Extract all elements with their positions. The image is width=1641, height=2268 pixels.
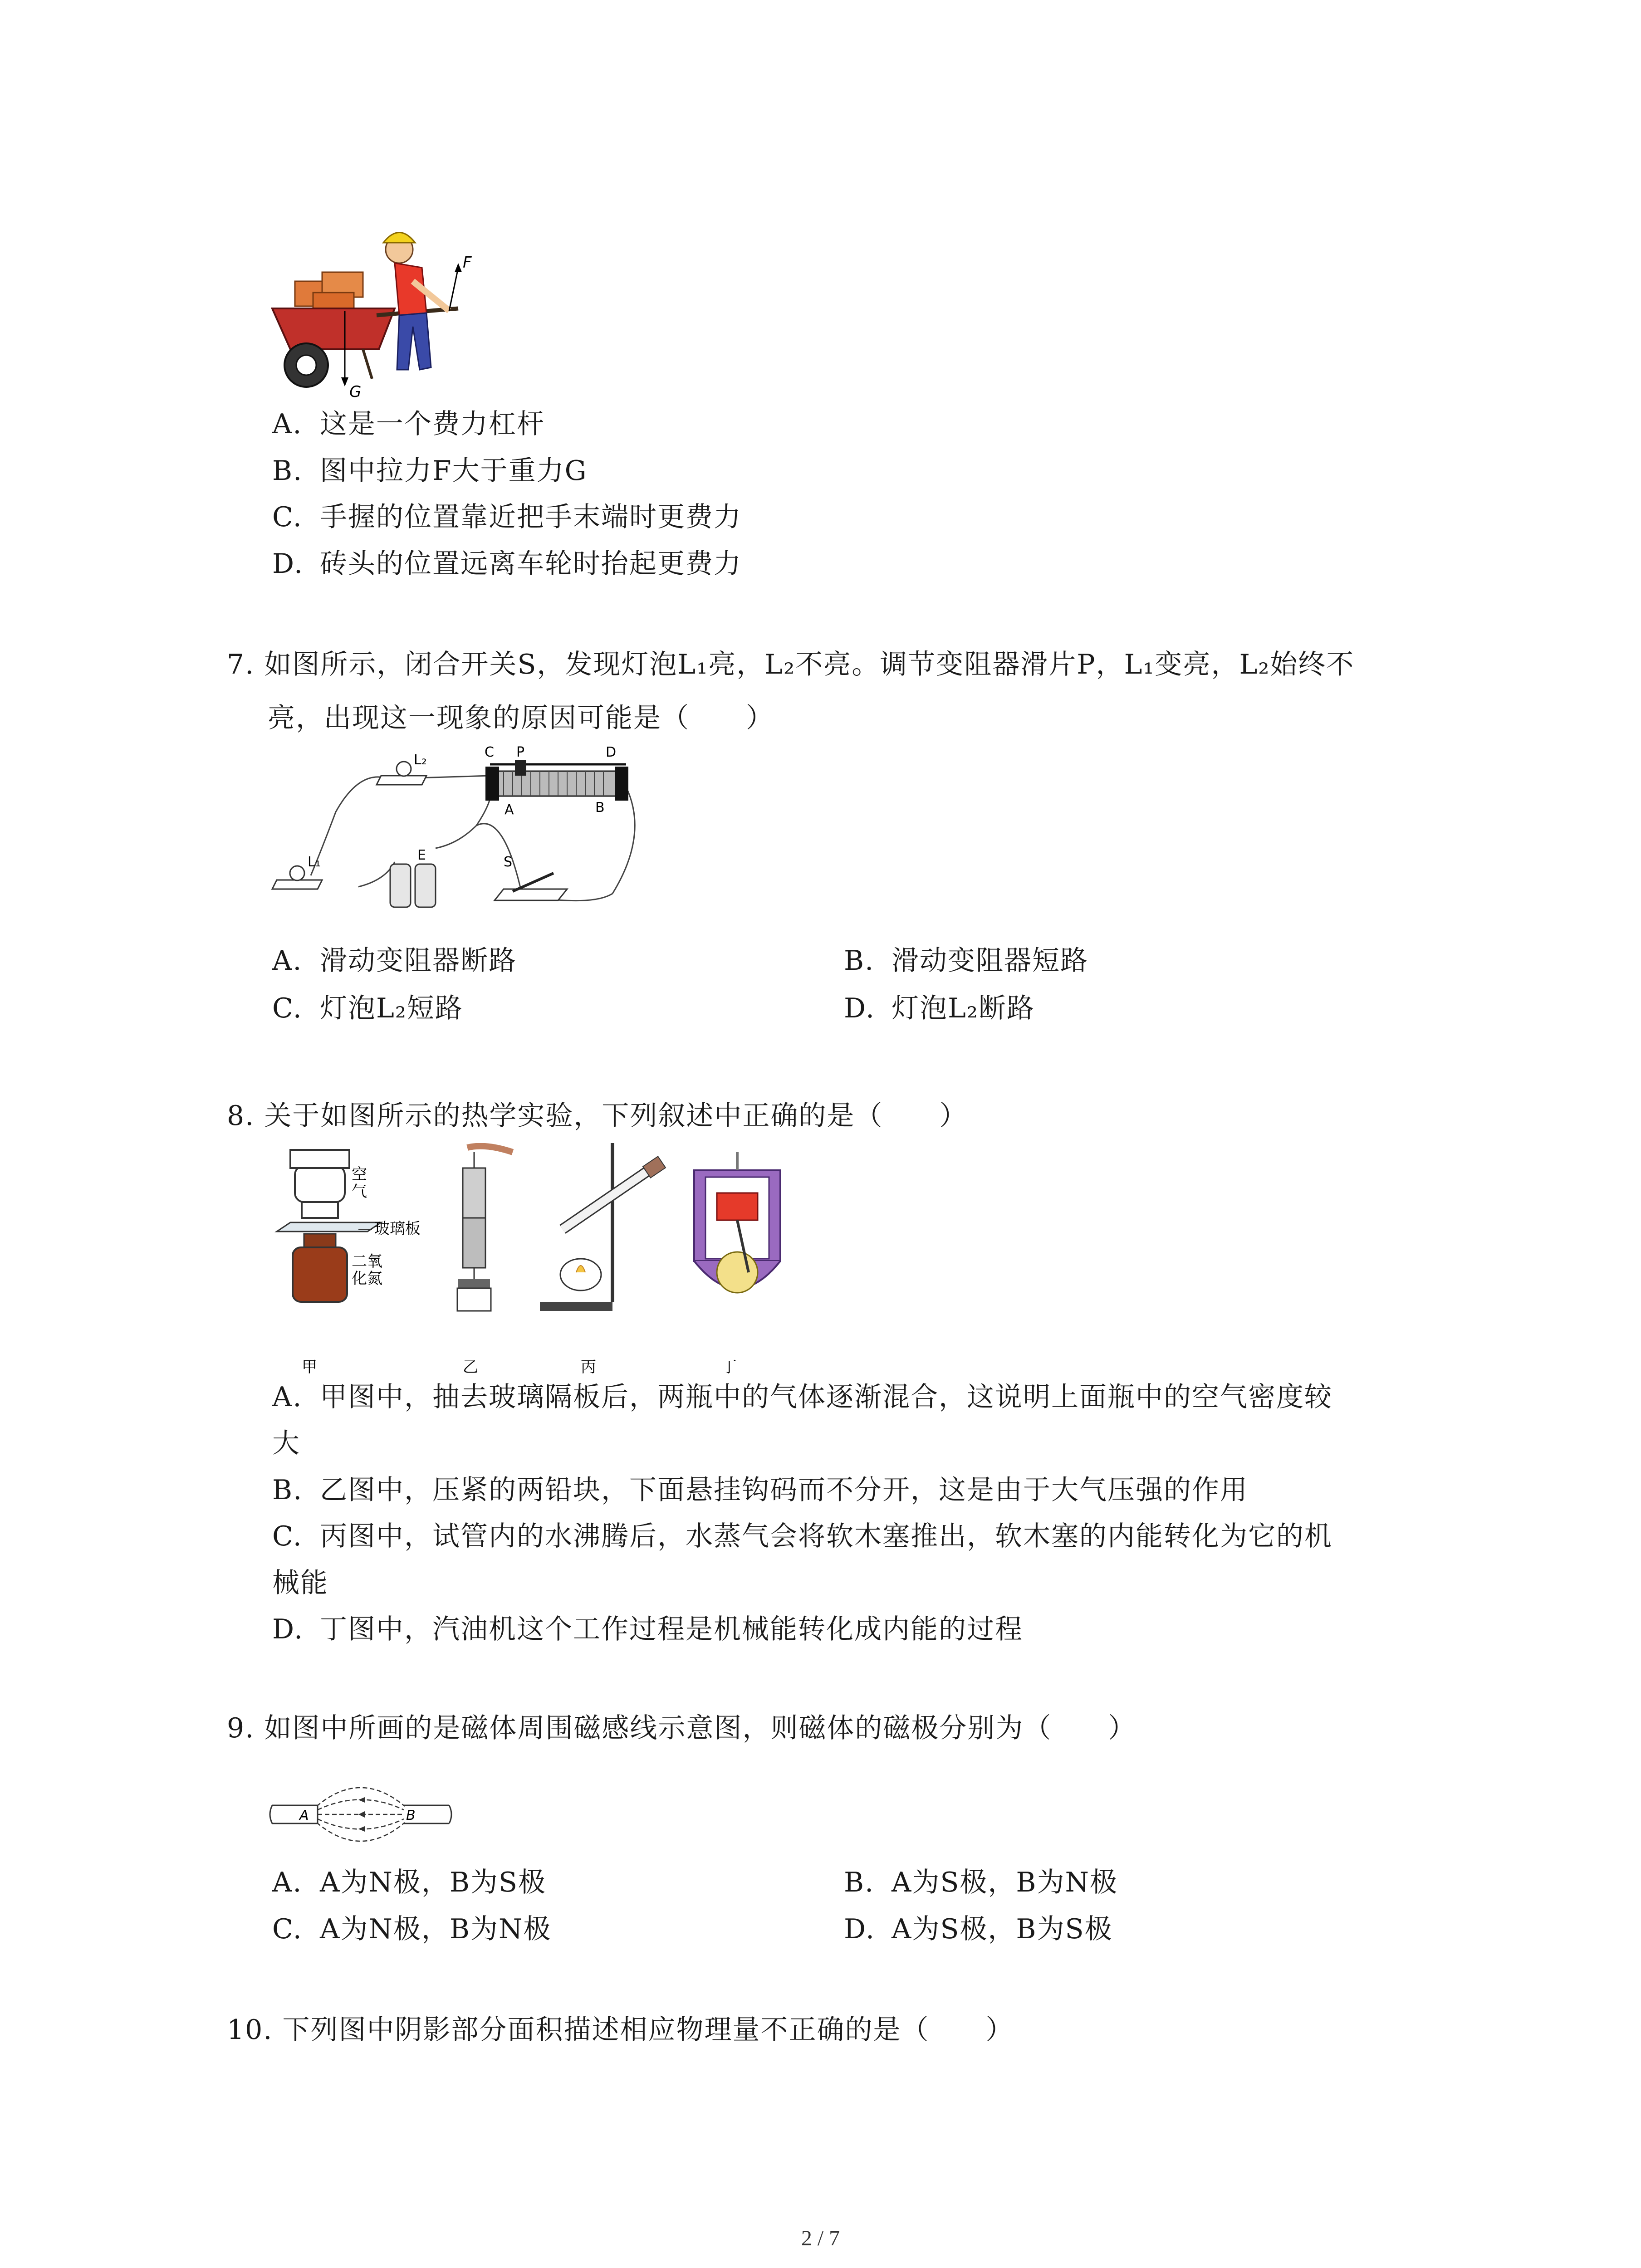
q7-option-d [844, 990, 1035, 1026]
option-text: 砖头的位置远离车轮时抬起更费力 [320, 548, 742, 580]
option-text: 丙图中，试管内的水沸腾后，水蒸气会将软木塞推出，软木塞的内能转化为它的机 [320, 1520, 1332, 1552]
option-letter: A. [272, 1381, 303, 1413]
option-text: 灯泡L₂断路 [892, 992, 1035, 1024]
q6-option-a [272, 406, 545, 442]
label-no2-2: 化氮 [352, 1270, 382, 1288]
label-l2: L₂ [414, 752, 427, 768]
q6-option-c [272, 499, 742, 535]
caption-jia: 甲 [302, 1358, 317, 1376]
q6-option-b [272, 453, 588, 489]
option-letter: B. [844, 1867, 875, 1898]
option-letter: C. [272, 992, 303, 1024]
label-a: A [505, 802, 514, 818]
label-air-2: 气 [352, 1183, 367, 1201]
caption-yi: 乙 [463, 1358, 478, 1376]
q8-stem: 8. 关于如图所示的热学实验，下列叙述中正确的是（ ） [227, 1100, 968, 1132]
q7-option-c [272, 990, 463, 1026]
thermal-experiments-figure [268, 1143, 812, 1379]
option-letter: D. [844, 1913, 876, 1945]
q8-option-b [272, 1472, 1248, 1508]
option-text: 滑动变阻器短路 [892, 945, 1088, 977]
option-letter: B. [272, 1474, 303, 1506]
option-letter: A. [272, 945, 303, 977]
q9-option-b [844, 1864, 1118, 1901]
label-no2-1: 二氧 [352, 1252, 382, 1271]
label-c: C [485, 744, 494, 760]
option-letter: C. [272, 1913, 303, 1945]
option-letter: C. [272, 501, 303, 533]
option-text: 丁图中，汽油机这个工作过程是机械能转化成内能的过程 [320, 1613, 1023, 1645]
option-text: 这是一个费力杠杆 [320, 408, 545, 440]
label-p: P [516, 744, 525, 760]
option-letter: D. [844, 992, 876, 1024]
q7-stem-line1: 7. 如图所示，闭合开关S，发现灯泡L₁亮，L₂不亮。调节变阻器滑片P，L₁变亮，L₂始终不 [227, 649, 1355, 680]
label-e: E [417, 847, 426, 863]
q6-option-d [272, 546, 742, 582]
pole-b: B [406, 1808, 416, 1823]
option-text: 甲图中，抽去玻璃隔板后，两瓶中的气体逐渐混合，这说明上面瓶中的空气密度较 [320, 1381, 1332, 1413]
q9-option-d [844, 1911, 1113, 1947]
option-text: 滑动变阻器断路 [320, 945, 517, 977]
label-l1: L₁ [308, 854, 321, 870]
option-text: A为N极，B为N极 [320, 1913, 552, 1945]
caption-bing: 丙 [581, 1358, 596, 1376]
option-text: 乙图中，压紧的两铅块，下面悬挂钩码而不分开，这是由于大气压强的作用 [320, 1474, 1248, 1506]
magnetic-field-figure [268, 1755, 458, 1864]
label-glass-plate: 玻璃板 [374, 1220, 421, 1238]
q7-option-a [272, 943, 517, 979]
label-air-1: 空 [352, 1165, 367, 1183]
q9-stem: 9. 如图中所画的是磁体周围磁感线示意图，则磁体的磁极分别为（ ） [227, 1712, 1136, 1744]
label-b: B [595, 800, 605, 816]
force-label: F [463, 254, 472, 272]
q7-option-b [844, 943, 1088, 979]
q8-option-a [272, 1379, 1332, 1415]
option-letter: A. [272, 408, 303, 440]
q8-option-c-cont: 械能 [272, 1567, 328, 1599]
option-text: 图中拉力F大于重力G [320, 455, 588, 487]
q8-option-a-cont: 大 [272, 1427, 300, 1459]
page-number: 2 / 7 [801, 2226, 840, 2250]
q7-stem-line2: 亮，出现这一现象的原因可能是（ ） [268, 702, 774, 734]
q10-stem: 10. 下列图中阴影部分面积描述相应物理量不正确的是（ ） [227, 2014, 1014, 2046]
option-letter: A. [272, 1867, 303, 1898]
option-text: 手握的位置靠近把手末端时更费力 [320, 501, 742, 533]
pole-a: A [299, 1808, 309, 1823]
q9-option-c [272, 1911, 551, 1947]
option-letter: B. [844, 945, 875, 977]
gravity-label: G [349, 383, 362, 401]
caption-ding: 丁 [721, 1358, 737, 1376]
label-d: D [606, 744, 617, 760]
label-s: S [504, 854, 513, 870]
wheelbarrow-figure [263, 218, 481, 408]
option-letter: C. [272, 1520, 303, 1552]
option-text: 灯泡L₂短路 [320, 992, 463, 1024]
option-letter: D. [272, 1613, 304, 1645]
q8-option-d [272, 1611, 1023, 1647]
q8-option-c [272, 1518, 1332, 1554]
option-text: A为N极，B为S极 [320, 1867, 547, 1898]
option-text: A为S极，B为S极 [892, 1913, 1113, 1945]
option-letter: D. [272, 548, 304, 580]
circuit-figure [268, 744, 649, 916]
option-letter: B. [272, 455, 303, 487]
q9-option-a [272, 1864, 546, 1901]
option-text: A为S极，B为N极 [892, 1867, 1118, 1898]
